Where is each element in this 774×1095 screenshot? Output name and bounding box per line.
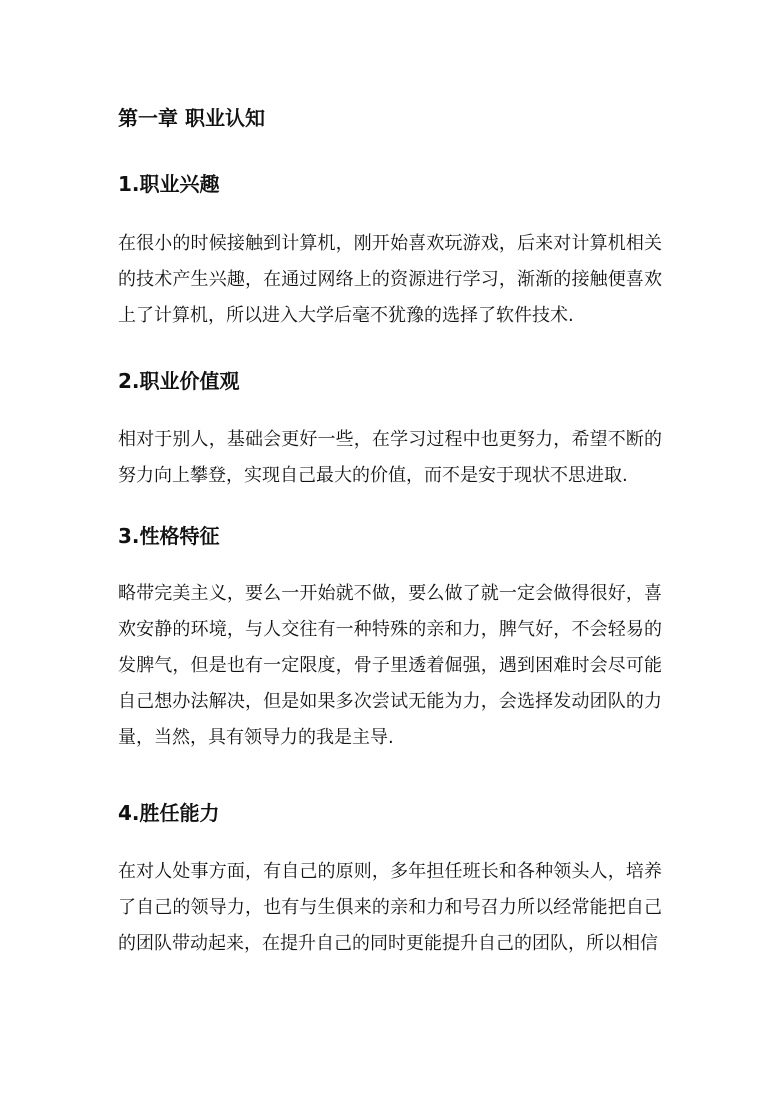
section-heading-career-values: 2.职业价值观 bbox=[118, 369, 240, 393]
section-heading-competence: 4.胜任能力 bbox=[118, 801, 220, 825]
section-body-personality: 略带完美主义，要么一开始就不做，要么做了就一定会做得很好，喜欢安静的环境，与人交往有一种特殊的亲和力，脾气好，不会轻易的发脾气，但是也有一定限度，骨子里透着倔强，遇到困难时会尽可能自己想办法解决，但是如果多次尝试无能为力，会选择发动团队的力量，当然，具有领导力的我是主导. bbox=[118, 583, 662, 748]
section-body-competence: 在对人处事方面，有自己的原则，多年担任班长和各种领头人，培养了自己的领导力，也有与生俱来的亲和力和号召力所以经常能把自己的团队带动起来，在提升自己的同时更能提升自己的团队，所以相信 bbox=[118, 861, 662, 954]
section-heading-career-interest: 1.职业兴趣 bbox=[118, 172, 220, 196]
section-body-career-values: 相对于别人，基础会更好一些，在学习过程中也更努力，希望不断的努力向上攀登，实现自己最大的价值，而不是安于现状不思进取. bbox=[118, 429, 662, 486]
chapter-title: 第一章 职业认知 bbox=[118, 106, 265, 130]
section-heading-personality: 3.性格特征 bbox=[118, 524, 220, 548]
section-body-career-interest: 在很小的时候接触到计算机，刚开始喜欢玩游戏，后来对计算机相关的技术产生兴趣，在通过网络上的资源进行学习，渐渐的接触便喜欢上了计算机，所以进入大学后毫不犹豫的选择了软件技术. bbox=[118, 233, 662, 326]
